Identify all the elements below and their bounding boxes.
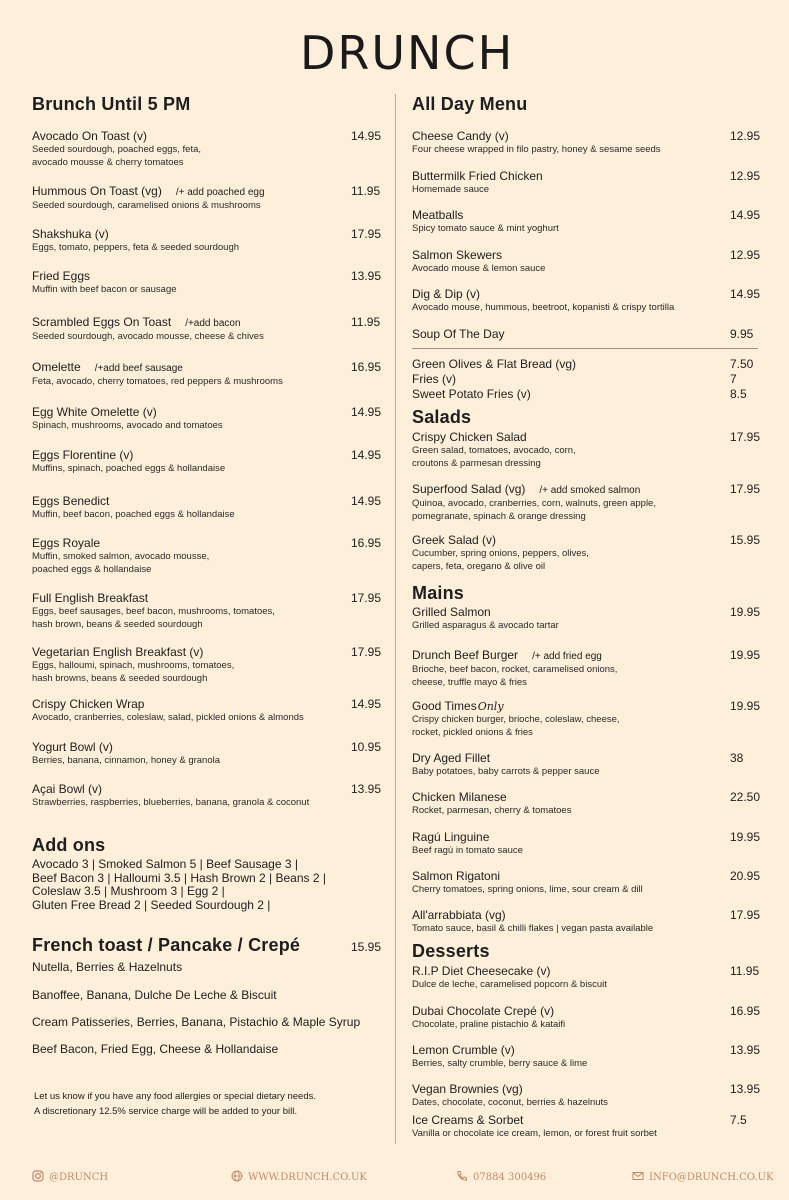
item-addon-option: /+add beef sausage bbox=[94, 363, 183, 374]
item-name bbox=[412, 533, 761, 548]
item-name-text: Avocado On Toast (v) bbox=[32, 129, 147, 143]
item-name bbox=[32, 591, 382, 606]
item-price: 13.95 bbox=[730, 1043, 761, 1057]
allergy-service-note: A discretionary 12.5% service charge will be added to your bill. bbox=[34, 1106, 297, 1117]
item-name-text: Dry Aged Fillet bbox=[412, 751, 491, 765]
item-name bbox=[412, 790, 761, 805]
item-name-text: Vegetarian English Breakfast (v) bbox=[32, 645, 204, 659]
item-addon-option: /+ add fried egg bbox=[532, 651, 602, 662]
item-price: 15.95 bbox=[730, 533, 761, 547]
menu-item bbox=[32, 591, 382, 631]
item-name-text: Salmon Rigatoni bbox=[412, 869, 501, 883]
globe-icon bbox=[231, 1170, 243, 1182]
item-name-text: Shakshuka (v) bbox=[32, 227, 109, 241]
item-name bbox=[32, 697, 382, 712]
addons-line: Avocado 3 | Smoked Salmon 5 | Beef Sausage 3 | bbox=[32, 857, 298, 871]
item-price: 12.95 bbox=[730, 169, 761, 183]
side-item bbox=[412, 357, 758, 372]
item-description: Seeded sourdough, caramelised onions & mushrooms bbox=[32, 200, 261, 211]
footer-website[interactable] bbox=[231, 1170, 367, 1183]
item-description: Muffin, smoked salmon, avocado mousse, poached eggs & hollandaise bbox=[32, 551, 210, 575]
item-name-text: Buttermilk Fried Chicken bbox=[412, 169, 543, 183]
item-name bbox=[412, 648, 761, 664]
item-name bbox=[412, 964, 758, 979]
side-name: Green Olives & Flat Bread (vg) bbox=[412, 357, 577, 371]
item-price: 14.95 bbox=[351, 697, 382, 711]
menu-item bbox=[32, 697, 382, 725]
french-toast-price: 15.95 bbox=[351, 940, 382, 954]
item-description: Avocado mouse & lemon sauce bbox=[412, 263, 546, 274]
french-toast-option: Beef Bacon, Fried Egg, Cheese & Hollandaise bbox=[32, 1042, 279, 1056]
item-name-text: Crispy Chicken Salad bbox=[412, 430, 527, 444]
item-description: Spinach, mushrooms, avocado and tomatoes bbox=[32, 420, 223, 431]
side-item bbox=[412, 372, 758, 387]
item-description: Feta, avocado, cherry tomatoes, red peppers & mushrooms bbox=[32, 376, 283, 387]
menu-item bbox=[412, 169, 761, 197]
item-price: 16.95 bbox=[351, 360, 382, 374]
section-divider bbox=[412, 348, 758, 349]
item-description: Tomato sauce, basil & chilli flakes | vegan pasta available bbox=[412, 923, 654, 934]
menu-item bbox=[412, 327, 758, 342]
menu-item bbox=[412, 1043, 761, 1071]
menu-item bbox=[412, 129, 761, 157]
item-name-text: Açai Bowl (v) bbox=[32, 782, 103, 796]
item-name-text: Crispy Chicken Wrap bbox=[32, 697, 145, 711]
item-description: Eggs, tomato, peppers, feta & seeded sourdough bbox=[32, 242, 240, 253]
item-description: Rocket, parmesan, cherry & tomatoes bbox=[412, 805, 572, 816]
item-name-text: Chicken Milanese bbox=[412, 790, 507, 804]
menu-item bbox=[412, 1113, 758, 1141]
item-description: Muffin with beef bacon or sausage bbox=[32, 284, 177, 295]
item-price: 17.95 bbox=[730, 482, 761, 496]
item-price: 38 bbox=[730, 751, 744, 765]
menu-item bbox=[32, 448, 382, 476]
item-name bbox=[32, 360, 382, 376]
item-name-text: Eggs Florentine (v) bbox=[32, 448, 134, 462]
menu-item bbox=[412, 964, 758, 992]
menu-item bbox=[412, 287, 761, 315]
menu-item bbox=[412, 869, 761, 897]
item-description: Strawberries, raspberries, blueberries, banana, granola & coconut bbox=[32, 797, 310, 808]
brand-logo: DRUNCH bbox=[300, 26, 515, 80]
item-name-text: Vegan Brownies (vg) bbox=[412, 1082, 523, 1096]
item-name-text: Salmon Skewers bbox=[412, 248, 503, 262]
item-name bbox=[412, 869, 761, 884]
item-description: Muffins, spinach, poached eggs & hollandaise bbox=[32, 463, 226, 474]
side-price: 7.50 bbox=[730, 357, 754, 371]
menu-item bbox=[32, 405, 382, 433]
item-name bbox=[32, 405, 382, 420]
item-price: 17.95 bbox=[351, 591, 382, 605]
menu-item bbox=[32, 494, 382, 522]
item-description: Dates, chocolate, coconut, berries & hazelnuts bbox=[412, 1097, 608, 1108]
item-name bbox=[32, 740, 382, 755]
item-name-text: Egg White Omelette (v) bbox=[32, 405, 157, 419]
item-name bbox=[412, 605, 761, 620]
side-name: Fries (v) bbox=[412, 372, 456, 386]
item-price: 11.95 bbox=[730, 964, 760, 978]
item-price: 14.95 bbox=[730, 287, 761, 301]
menu-item bbox=[32, 184, 382, 213]
french-toast-option: Cream Patisseries, Berries, Banana, Pistachio & Maple Syrup bbox=[32, 1015, 361, 1029]
addons-line: Coleslaw 3.5 | Mushroom 3 | Egg 2 | bbox=[32, 884, 225, 898]
desserts-title: Desserts bbox=[412, 941, 490, 961]
footer-phone[interactable] bbox=[456, 1170, 546, 1183]
mains-title: Mains bbox=[412, 583, 465, 603]
item-name bbox=[412, 908, 761, 923]
item-name-text: Drunch Beef Burger bbox=[412, 648, 519, 662]
mail-icon bbox=[632, 1170, 644, 1182]
item-price: 13.95 bbox=[351, 269, 382, 283]
item-only-mark: Only bbox=[477, 700, 504, 713]
menu-item bbox=[32, 536, 382, 576]
side-name: Sweet Potato Fries (v) bbox=[412, 387, 531, 401]
menu-item bbox=[32, 129, 382, 169]
item-name bbox=[412, 248, 761, 263]
footer-instagram[interactable] bbox=[32, 1170, 108, 1183]
menu-item bbox=[412, 1004, 761, 1032]
addons-line: Gluten Free Bread 2 | Seeded Sourdough 2 | bbox=[32, 897, 271, 912]
item-price: 14.95 bbox=[351, 494, 382, 508]
item-description: Avocado, cranberries, coleslaw, salad, pickled onions & almonds bbox=[32, 712, 304, 723]
item-name bbox=[412, 751, 758, 766]
item-description: Muffin, beef bacon, poached eggs & hollandaise bbox=[32, 509, 235, 520]
side-price: 7 bbox=[730, 372, 737, 386]
menu-item bbox=[412, 208, 761, 236]
item-name bbox=[32, 227, 382, 242]
item-description: Spicy tomato sauce & mint yoghurt bbox=[412, 223, 559, 234]
menu-item bbox=[412, 248, 761, 276]
item-price: 7.5 bbox=[730, 1113, 747, 1127]
item-description: Beef ragù in tomato sauce bbox=[412, 845, 523, 856]
website-link: WWW.DRUNCH.CO.UK bbox=[248, 1172, 367, 1183]
item-description: Eggs, halloumi, spinach, mushrooms, tomatoes, hash browns, beans & seeded sourdough bbox=[32, 660, 235, 684]
item-price: 9.95 bbox=[730, 327, 754, 341]
item-name-text: Good Times bbox=[412, 699, 477, 713]
item-price: 14.95 bbox=[351, 448, 382, 462]
french-toast-option: Banoffee, Banana, Dulche De Leche & Biscuit bbox=[32, 988, 277, 1002]
phone-number: 07884 300496 bbox=[473, 1172, 547, 1183]
item-name bbox=[412, 129, 761, 144]
item-description: Vanilla or chocolate ice cream, lemon, or forest fruit sorbet bbox=[412, 1128, 657, 1139]
side-price: 8.5 bbox=[730, 387, 747, 401]
side-item bbox=[412, 387, 758, 402]
item-name-text: Grilled Salmon bbox=[412, 605, 491, 619]
item-name bbox=[32, 494, 382, 509]
menu-item bbox=[412, 533, 761, 573]
allergy-service-note: Let us know if you have any food allergies or special dietary needs. bbox=[34, 1091, 316, 1102]
item-description: Crispy chicken burger, brioche, coleslaw, cheese, rocket, pickled onions & fries bbox=[412, 714, 620, 738]
menu-item bbox=[412, 908, 761, 936]
item-name bbox=[32, 536, 382, 551]
item-name-text: Eggs Royale bbox=[32, 536, 101, 550]
menu-item bbox=[412, 830, 761, 858]
french-toast-option: Nutella, Berries & Hazelnuts bbox=[32, 960, 183, 974]
item-price: 17.95 bbox=[730, 908, 761, 922]
item-name-text: Meatballs bbox=[412, 208, 464, 222]
item-description: Cherry tomatoes, spring onions, lime, sour cream & dill bbox=[412, 884, 643, 895]
item-price: 17.95 bbox=[730, 430, 761, 444]
item-description: Quinoa, avocado, cranberries, corn, walnuts, green apple, pomegranate, spinach & orange dressing bbox=[412, 498, 656, 522]
item-name bbox=[412, 327, 758, 342]
item-price: 14.95 bbox=[351, 405, 382, 419]
menu-item bbox=[412, 1082, 761, 1110]
item-description: Berries, salty crumble, berry sauce & lime bbox=[412, 1058, 588, 1069]
menu-item bbox=[412, 648, 761, 689]
item-description: Baby potatoes, baby carrots & pepper sauce bbox=[412, 766, 600, 777]
menu-item bbox=[32, 227, 382, 255]
item-price: 22.50 bbox=[730, 790, 761, 804]
item-name bbox=[412, 287, 761, 302]
item-price: 20.95 bbox=[730, 869, 761, 883]
item-name-text: Scrambled Eggs On Toast bbox=[32, 315, 172, 329]
item-name bbox=[412, 1004, 761, 1019]
item-name bbox=[32, 315, 382, 331]
item-description: Cucumber, spring onions, peppers, olives, capers, feta, oregano & olive oil bbox=[412, 548, 589, 572]
item-price: 17.95 bbox=[351, 645, 382, 659]
item-price: 12.95 bbox=[730, 129, 761, 143]
item-name bbox=[32, 184, 382, 200]
item-name bbox=[32, 782, 382, 797]
menu-item bbox=[32, 269, 382, 297]
left-column bbox=[32, 94, 382, 1134]
item-description: Homemade sauce bbox=[412, 184, 490, 195]
menu-item bbox=[412, 790, 761, 818]
item-price: 19.95 bbox=[730, 699, 761, 713]
item-name bbox=[32, 129, 382, 144]
item-price: 16.95 bbox=[351, 536, 382, 550]
item-name-text: Ragú Linguine bbox=[412, 830, 490, 844]
instagram-handle: @DRUNCH bbox=[49, 1172, 109, 1183]
item-price: 13.95 bbox=[730, 1082, 761, 1096]
item-name bbox=[412, 830, 761, 845]
item-price: 11.95 bbox=[351, 184, 381, 198]
item-name bbox=[412, 208, 761, 223]
item-description: Seeded sourdough, poached eggs, feta, avocado mousse & cherry tomatoes bbox=[32, 144, 202, 168]
item-description: Green salad, tomatoes, avocado, corn, croutons & parmesan dressing bbox=[412, 445, 576, 469]
instagram-icon bbox=[32, 1170, 44, 1182]
item-addon-option: /+add bacon bbox=[185, 318, 241, 329]
addons-line: Beef Bacon 3 | Halloumi 3.5 | Hash Brown 2 | Beans 2 | bbox=[32, 870, 326, 885]
item-price: 12.95 bbox=[730, 248, 761, 262]
item-name-text: R.I.P Diet Cheesecake (v) bbox=[412, 964, 551, 978]
item-addon-option: /+ add smoked salmon bbox=[539, 485, 641, 496]
item-description: Chocolate, praline pistachio & kataifi bbox=[412, 1019, 566, 1030]
item-name bbox=[32, 645, 382, 660]
menu-item bbox=[32, 645, 382, 685]
brunch-title: Brunch Until 5 PM bbox=[32, 94, 191, 114]
item-name bbox=[412, 430, 761, 445]
item-price: 19.95 bbox=[730, 648, 761, 662]
footer-email[interactable] bbox=[632, 1170, 773, 1183]
item-price: 14.95 bbox=[730, 208, 761, 222]
item-description: Brioche, beef bacon, rocket, caramelised onions, cheese, truffle mayo & fries bbox=[412, 664, 618, 688]
item-name bbox=[412, 699, 761, 714]
item-name bbox=[32, 269, 382, 284]
item-price: 17.95 bbox=[351, 227, 382, 241]
menu-item bbox=[32, 782, 382, 810]
phone-icon bbox=[456, 1170, 468, 1182]
item-description: Avocado mouse, hummous, beetroot, kopanisti & crispy tortilla bbox=[412, 302, 675, 313]
menu-item bbox=[412, 751, 758, 779]
item-name-text: Soup Of The Day bbox=[412, 327, 505, 341]
item-addon-option: /+ add poached egg bbox=[175, 187, 265, 198]
item-price: 16.95 bbox=[730, 1004, 761, 1018]
item-description: Seeded sourdough, avocado mousse, cheese & chives bbox=[32, 331, 264, 342]
item-description: Dulce de leche, caramelised popcorn & biscuit bbox=[412, 979, 607, 990]
item-name-text: Fried Eggs bbox=[32, 269, 91, 283]
item-price: 13.95 bbox=[351, 782, 382, 796]
item-price: 10.95 bbox=[351, 740, 382, 754]
item-price: 19.95 bbox=[730, 830, 761, 844]
menu-item bbox=[32, 740, 382, 768]
addons-title: Add ons bbox=[32, 835, 106, 855]
item-name bbox=[412, 482, 761, 498]
menu-item bbox=[412, 699, 761, 739]
item-description: Eggs, beef sausages, beef bacon, mushrooms, tomatoes, hash brown, beans & seeded sourdough bbox=[32, 606, 275, 630]
column-divider bbox=[395, 94, 396, 1144]
menu-item bbox=[412, 430, 761, 470]
email-address: INFO@DRUNCH.CO.UK bbox=[649, 1172, 774, 1183]
item-name-text: Lemon Crumble (v) bbox=[412, 1043, 515, 1057]
item-description: Grilled asparagus & avocado tartar bbox=[412, 620, 559, 631]
item-name bbox=[32, 448, 382, 463]
item-name-text: Omelette bbox=[32, 360, 81, 374]
item-name-text: Dubai Chocolate Crepé (v) bbox=[412, 1004, 555, 1018]
item-name bbox=[412, 1113, 758, 1128]
menu-item bbox=[412, 482, 761, 523]
item-name-text: Hummous On Toast (vg) bbox=[32, 184, 162, 198]
right-column bbox=[412, 94, 761, 1144]
item-description: Berries, banana, cinnamon, honey & granola bbox=[32, 755, 221, 766]
item-price: 19.95 bbox=[730, 605, 761, 619]
item-name bbox=[412, 169, 761, 184]
menu-item bbox=[32, 315, 382, 344]
item-description: Four cheese wrapped in filo pastry, honey & sesame seeds bbox=[412, 144, 661, 155]
item-name-text: Superfood Salad (vg) bbox=[412, 482, 526, 496]
item-name-text: Yogurt Bowl (v) bbox=[32, 740, 113, 754]
item-price: 14.95 bbox=[351, 129, 382, 143]
item-name-text: All'arrabbiata (vg) bbox=[412, 908, 506, 922]
french-toast-title: French toast / Pancake / Crepé bbox=[32, 935, 301, 955]
item-name-text: Greek Salad (v) bbox=[412, 533, 497, 547]
salads-title: Salads bbox=[412, 407, 472, 427]
item-name bbox=[412, 1043, 761, 1058]
addons-list bbox=[32, 858, 326, 912]
item-name-text: Eggs Benedict bbox=[32, 494, 110, 508]
item-name-text: Ice Creams & Sorbet bbox=[412, 1113, 524, 1127]
menu-item bbox=[32, 360, 382, 389]
item-price: 11.95 bbox=[351, 315, 381, 329]
item-name bbox=[412, 1082, 761, 1097]
item-name-text: Full English Breakfast bbox=[32, 591, 149, 605]
item-name-text: Dig & Dip (v) bbox=[412, 287, 481, 301]
menu-item bbox=[412, 605, 761, 633]
item-name-text: Cheese Candy (v) bbox=[412, 129, 509, 143]
all-day-title: All Day Menu bbox=[412, 94, 528, 114]
